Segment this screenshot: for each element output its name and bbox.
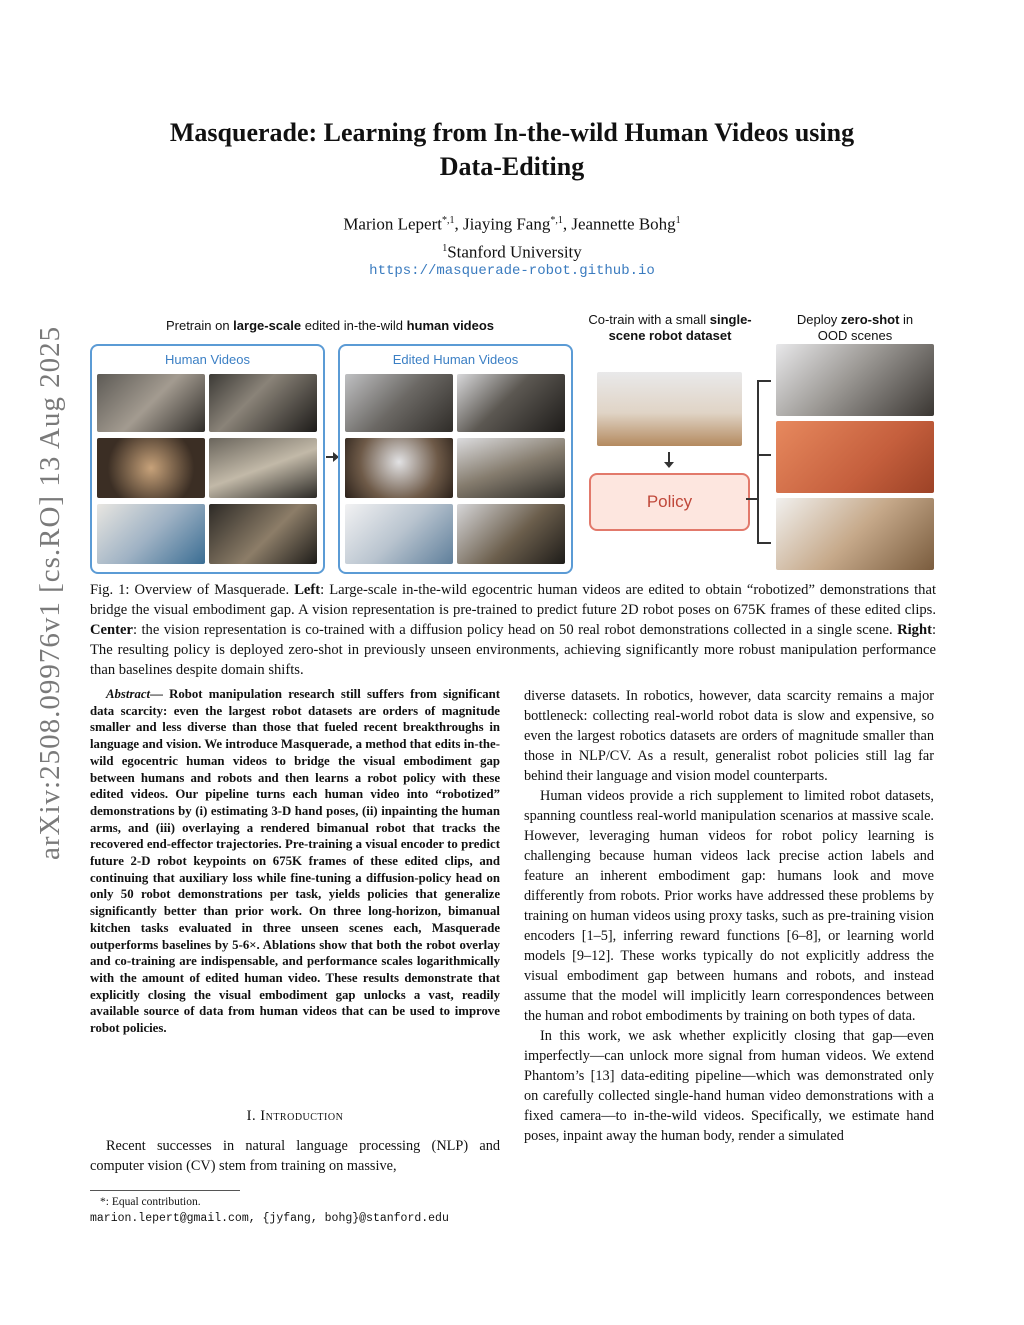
edited-video-thumb (345, 374, 453, 432)
paper-title (80, 116, 944, 184)
paragraph: diverse datasets. In robotics, however, data scarcity remains a major bottleneck: collecting real-world robot data is slow and expensive, so even the largest robotics datasets are orders of magnitude smaller than those in NLP/CV. As a result, generalist robot policies still lag far behind their language and vision model counterparts. (524, 688, 934, 784)
abstract-label: Abstract (106, 687, 151, 701)
author-3: Jeannette Bohg (571, 214, 676, 234)
edited-video-thumb (345, 504, 453, 564)
edited-videos-panel (338, 344, 573, 574)
fanout-line (757, 454, 771, 456)
edited-video-thumb (345, 438, 453, 498)
fanout-line (757, 542, 771, 544)
author-1-sup: *,1 (441, 215, 455, 226)
human-video-thumb (209, 374, 317, 432)
affiliation-sup: 1 (442, 243, 448, 254)
human-video-thumb (97, 374, 205, 432)
edited-videos-label: Edited Human Videos (392, 352, 519, 367)
human-videos-label: Human Videos (164, 352, 251, 367)
robot-scene-image (597, 372, 742, 446)
edited-video-thumb (457, 504, 565, 564)
ood-scene-image (776, 498, 934, 570)
figure-caption: Fig. 1: Overview of Masquerade. Left: Large-scale in-the-wild egocentric human videos are edited to obtain “robotized” demonstrations that bridge the visual embodiment gap. A vision representation is pre-trained to predict future 2D robot poses on 675K frames of these edited clips. Center: the vision representation is co-trained with a diffusion policy head on 50 real robot demonstrations collected in a single scene. Right: The resulting policy is deployed zero-shot in previously unseen environments, achieving significantly more robust manipulation performance than baselines despite domain shifts. (90, 582, 937, 678)
overview-figure (90, 308, 936, 576)
abstract-text: — Robot manipulation research still suffers from significant data scarcity: even the largest robot datasets are orders of magnitude smaller and less diverse than those that fueled recent breakthroughs in language and vision. We introduce Masquerade, a method that edits in-the-wild egocentric human videos to bridge the visual embodiment gap between humans and robots and then learns a robot policy with these edited videos. Our pipeline turns each human video into “robotized” demonstrations by (i) estimating 3-D hand poses, (ii) inpainting the human arms, and (iii) overlaying a rendered bimanual robot that tracks the recovered end-effector trajectories. Pre-training a visual encoder to predict future 2-D robot keypoints on 675K frames of these edited clips, and continuing that auxiliary loss while fine-tuning a diffusion-policy head on only 50 robot demonstrations per task, yields policies that generalize significantly better than prior work. On three long-horizon, bimanual kitchen tasks evaluated in three unseen scenes each, Masquerade outperforms baselines by 5-6×. Ablations show that both the robot overlay and co-training are indispensable, and performance scales logarithmically with the amount of edited human video. These results demonstrate that explicitly closing the visual embodiment gap unlocks a vast, readily available source of data from human videos that can be used to improve robot policies. (90, 687, 500, 1036)
footnote-equal-contribution: *: Equal contribution. (100, 1196, 201, 1208)
ood-scene-image (776, 344, 934, 416)
right-column (524, 686, 934, 1146)
human-video-thumb (209, 504, 317, 564)
title-line-2: Data-Editing (439, 152, 585, 181)
human-video-thumb (97, 504, 205, 564)
affiliation-name: Stanford University (447, 242, 582, 262)
footnote-rule (90, 1190, 240, 1191)
down-arrow-head (664, 462, 674, 468)
section-heading-introduction: I. Introduction (246, 1108, 344, 1124)
author-2-sup: *,1 (550, 215, 563, 226)
fanout-vertical (757, 380, 759, 544)
abstract (90, 686, 500, 1037)
author-2: Jiaying Fang (462, 214, 551, 234)
ood-scene-image (776, 421, 934, 493)
paragraph: In this work, we ask whether explicitly closing that gap—even imperfectly—can unlock more signal from human videos. We extend Phantom’s [13] data-editing pipeline—which was demonstrated only on carefully collected single-hand human video demonstrations with a fixed camera—to in-the-wild videos. Specifically, we estimate hand poses, inpaint away the human body, render a simulated (524, 1028, 934, 1144)
human-video-thumb (97, 438, 205, 498)
fanout-line (757, 380, 771, 382)
footnote-emails: marion.lepert@gmail.com, {jyfang, bohg}@stanford.edu (90, 1212, 449, 1225)
arxiv-side-label: arXiv:2508.09976v1 [cs.RO] 13 Aug 2025 (34, 325, 66, 860)
author-list: Marion Lepert$^{*,1}$, Jiaying Fang$^{*,1}$, Jeannette Bohg$^1$ (343, 214, 681, 234)
policy-box: Policy (589, 473, 750, 531)
deploy-heading: Deploy zero-shot in OOD scenes (796, 312, 914, 343)
author-1: Marion Lepert (343, 214, 442, 234)
edited-video-thumb (457, 438, 565, 498)
project-url-link[interactable]: https://masquerade-robot.github.io (369, 263, 655, 279)
author-3-sup: 1 (675, 215, 681, 226)
affiliation (80, 238, 944, 264)
pretrain-heading: Pretrain on large-scale edited in-the-wild human videos (165, 318, 495, 333)
cotrain-heading: Co-train with a small single- scene robot dataset (588, 312, 752, 343)
paragraph: Human videos provide a rich supplement to limited robot datasets, spanning countless real-world manipulation scenarios at massive scale. However, leveraging human videos for robot policy learning is challenging because human videos lack precise action labels and feature an inherent embodiment gap: humans look and move differently from robots. Prior works have addressed these problems by training on human videos using proxy tasks, such as pre-training vision encoders [1–5], inferring reward functions [6–8], or learning world models [9–12]. These works typically do not explicitly address the visual embodiment gap between humans and robots, and instead assume that the model will implicitly learn correspondences between the human and robot embodiments by training on both types of data. (524, 788, 934, 1024)
title-line-1: Masquerade: Learning from In-the-wild Human Videos using (169, 118, 855, 147)
human-videos-panel (90, 344, 325, 574)
intro-paragraph: Recent successes in natural language processing (NLP) and computer vision (CV) stem from training on massive, (90, 1138, 500, 1174)
human-video-thumb (209, 438, 317, 498)
edited-video-thumb (457, 374, 565, 432)
